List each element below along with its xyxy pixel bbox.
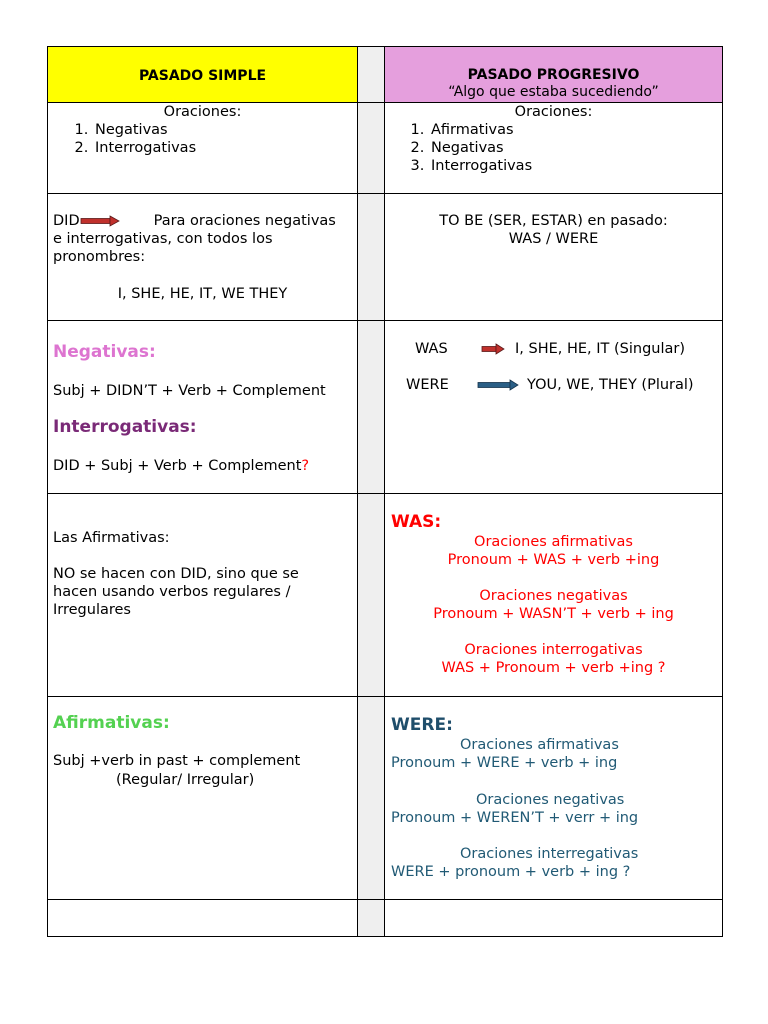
list-item: 2. Interrogativas: [93, 139, 357, 157]
list-item: 1. Negativas: [93, 121, 357, 139]
spacer-column: [358, 494, 385, 697]
list-item: 2. Negativas: [429, 139, 722, 157]
afirmativas-label: Afirmativas:: [53, 713, 170, 733]
were-neg-title: Oraciones negativas: [476, 792, 625, 808]
row5-left-cell: [48, 697, 358, 900]
spacer-column: [358, 697, 385, 900]
was-label: WAS:: [391, 512, 442, 532]
were-aff-formula: Pronoum + WERE + verb + ing: [391, 755, 618, 771]
were-label: WERE:: [391, 715, 453, 735]
spacer-column: [358, 321, 385, 494]
question-mark: ?: [301, 458, 310, 474]
row3-left-cell: [48, 321, 358, 494]
was-neg-title: Oraciones negativas: [479, 588, 628, 604]
did-word: DID: [53, 213, 80, 229]
row4-right-cell: [385, 494, 723, 697]
header-right-cell: [385, 47, 723, 103]
negativas-formula: Subj + DIDN’T + Verb + Complement: [53, 383, 326, 399]
afirmativas-note-line: hacen usando verbos regulares /: [53, 584, 291, 600]
row1-left-list: [48, 121, 357, 157]
was-aff-title: Oraciones afirmativas: [474, 534, 633, 550]
red-arrow-icon: [80, 215, 120, 227]
were-int-formula: WERE + pronoum + verb + ing ?: [391, 864, 631, 880]
was-neg-formula: Pronoum + WASN’T + verb + ing: [433, 606, 674, 622]
were-neg-formula: Pronoum + WEREN’T + verr + ing: [391, 810, 639, 826]
row6-left-cell: [48, 900, 358, 937]
was-int-title: Oraciones interrogativas: [464, 642, 643, 658]
were-aff-title: Oraciones afirmativas: [460, 737, 619, 753]
was-aff-formula: Pronoum + WAS + verb +ing: [447, 552, 660, 568]
row1-right-list: [385, 121, 722, 175]
header-right-subtitle: “Algo que estaba sucediendo”: [448, 84, 659, 100]
afirmativas-note-line: NO se hacen con DID, sino que se: [53, 566, 299, 582]
red-arrow-icon: [481, 343, 505, 355]
interrogativas-formula: DID + Subj + Verb + Complement: [53, 458, 302, 474]
row3-right-cell: [385, 321, 723, 494]
negativas-label: Negativas:: [53, 342, 156, 362]
did-text-c: pronombres:: [53, 249, 146, 265]
row4-left-cell: [48, 494, 358, 697]
did-pronouns: I, SHE, HE, IT, WE THEY: [117, 286, 288, 302]
were-int-title: Oraciones interregativas: [460, 846, 639, 862]
did-text-a: Para oraciones negativas: [153, 213, 336, 229]
afirmativas-formula: Subj +verb in past + complement: [53, 753, 301, 769]
row2-right-cell: [385, 194, 723, 321]
row5-right-cell: [385, 697, 723, 900]
row2-left-cell: [48, 194, 358, 321]
were-word: WERE: [406, 377, 449, 393]
header-left-cell: [48, 47, 358, 103]
did-text-b: e interrogativas, con todos los: [53, 231, 273, 247]
grammar-table: [47, 46, 723, 937]
spacer-column: [358, 47, 385, 103]
row1-left-heading: Oraciones:: [163, 104, 242, 120]
header-right-title: PASADO PROGRESIVO: [467, 67, 640, 83]
was-pronouns: I, SHE, HE, IT (Singular): [515, 341, 686, 357]
header-left-title: PASADO SIMPLE: [138, 68, 267, 84]
was-int-formula: WAS + Pronoum + verb +ing ?: [441, 660, 666, 676]
afirmativas-note: (Regular/ Irregular): [116, 772, 255, 788]
was-word: WAS: [415, 341, 448, 357]
list-item: 3. Interrogativas: [429, 157, 722, 175]
spacer-column: [358, 194, 385, 321]
row1-left-cell: [48, 103, 358, 194]
to-be-line2: WAS / WERE: [508, 231, 599, 247]
row6-right-cell: [385, 900, 723, 937]
row1-right-heading: Oraciones:: [514, 104, 593, 120]
interrogativas-label: Interrogativas:: [53, 417, 197, 437]
blue-arrow-icon: [477, 379, 519, 391]
to-be-line1: TO BE (SER, ESTAR) en pasado:: [439, 213, 668, 229]
afirmativas-note-line: Irregulares: [53, 602, 131, 618]
were-pronouns: YOU, WE, THEY (Plural): [527, 377, 694, 393]
spacer-column: [358, 103, 385, 194]
row1-right-cell: [385, 103, 723, 194]
afirmativas-note-title: Las Afirmativas:: [53, 530, 170, 546]
spacer-column: [358, 900, 385, 937]
list-item: 1. Afirmativas: [429, 121, 722, 139]
